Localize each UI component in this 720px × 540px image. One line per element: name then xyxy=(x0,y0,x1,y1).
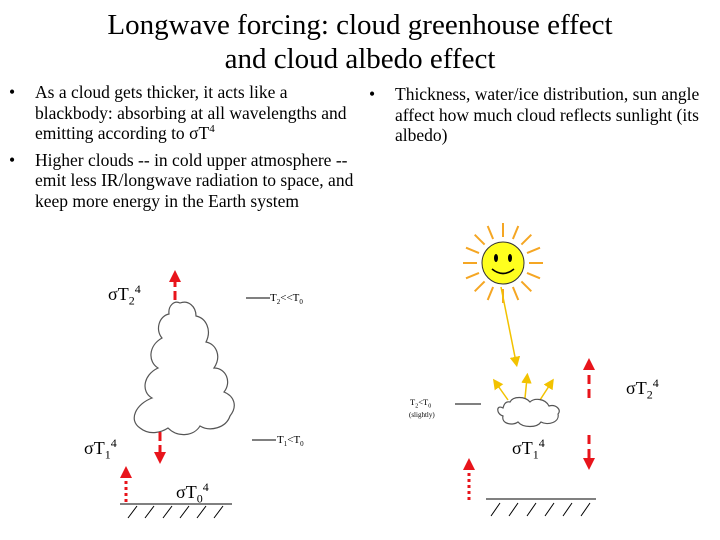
subscript: 1 xyxy=(104,447,111,462)
sun-ray xyxy=(527,248,540,253)
left-top-emission-label xyxy=(108,282,141,308)
exponent: 4 xyxy=(134,282,141,296)
temperature-symbol: T xyxy=(277,434,284,446)
sun-ray xyxy=(466,273,479,278)
right-top-emission-label xyxy=(626,376,659,402)
bullet-text: Higher clouds -- in cold upper atmosphere -- emit less IR/longwave radiation to space, and keep more energy in the Earth system xyxy=(35,149,354,211)
subscript: 0 xyxy=(300,440,304,449)
sun-ray xyxy=(513,287,518,300)
sigma-symbol: σ xyxy=(512,438,522,458)
left-ground xyxy=(120,504,232,518)
tall-cloud xyxy=(134,302,234,434)
sun-ray xyxy=(466,248,479,253)
sigma-symbol: σ xyxy=(189,123,199,143)
subscript: 2 xyxy=(646,387,653,402)
temperature-symbol: T xyxy=(521,438,533,458)
exponent: 4 xyxy=(110,436,117,450)
temperature-symbol: T xyxy=(635,378,647,398)
comparison: <T xyxy=(418,397,429,407)
subscript: 0 xyxy=(428,403,432,410)
sigma-symbol: σ xyxy=(84,438,94,458)
sun-right-eye xyxy=(508,254,512,262)
reflected-ray-left xyxy=(496,383,508,400)
bullet-marker: • xyxy=(369,84,376,104)
reflected-ray-center xyxy=(525,378,527,398)
sun-ray xyxy=(513,226,518,239)
small-cloud xyxy=(498,398,560,427)
right-mid-emission-label xyxy=(512,436,545,462)
exponent: 4 xyxy=(652,376,659,390)
sun-ray xyxy=(475,281,485,291)
subscript: 2 xyxy=(276,298,281,307)
sun-ray xyxy=(488,226,493,239)
subscript: 2 xyxy=(415,403,419,410)
bullet-marker: • xyxy=(9,82,16,102)
temperature-symbol: T xyxy=(93,438,105,458)
sigma-symbol: σ xyxy=(108,284,118,304)
sun-ray xyxy=(488,287,493,300)
left-mid-emission-label xyxy=(84,436,117,462)
reflected-ray-right xyxy=(540,383,551,400)
left-bottom-temperature-label xyxy=(277,434,304,449)
sunlight-ray xyxy=(501,287,516,362)
sun-ray xyxy=(521,235,531,245)
comparison: <T xyxy=(287,434,301,446)
bullet-text: As a cloud gets thicker, it acts like a blackbody: absorbing at all wavelengths and emitting according to xyxy=(35,82,347,143)
sigma-symbol: σ xyxy=(176,482,186,502)
subscript: 0 xyxy=(299,298,303,307)
exponent: 4 xyxy=(202,480,209,494)
subscript: 0 xyxy=(196,491,203,506)
sun-face xyxy=(482,242,524,284)
left-top-temperature-label xyxy=(270,292,303,307)
right-ground xyxy=(486,499,596,516)
subscript: 1 xyxy=(532,447,539,462)
sun-ray xyxy=(527,273,540,278)
left-ground-emission-label xyxy=(176,480,209,506)
temperature-symbol: T xyxy=(185,482,197,502)
cloud-temperature-note: (slightly) xyxy=(409,411,435,419)
comparison: <<T xyxy=(280,292,300,304)
temperature-symbol: T xyxy=(410,397,416,407)
bullet-marker: • xyxy=(9,149,16,170)
subscript: 1 xyxy=(283,440,288,449)
sun-ray xyxy=(475,235,485,245)
sun-left-eye xyxy=(494,254,498,262)
sigma-symbol: σ xyxy=(626,378,636,398)
cloud-temperature-label xyxy=(410,397,432,410)
title-line-1: Longwave forcing: cloud greenhouse effect xyxy=(107,9,613,41)
temperature-symbol: T xyxy=(270,292,277,304)
bullet-text: Thickness, water/ice distribution, sun angle affect how much cloud reflects sunlight (its albedo) xyxy=(395,84,700,145)
exponent: 4 xyxy=(209,123,215,136)
temperature-symbol: T xyxy=(117,284,129,304)
subscript: 2 xyxy=(128,293,135,308)
sun-ray xyxy=(521,281,531,291)
temperature-symbol: T xyxy=(198,123,210,143)
title-line-2: and cloud albedo effect xyxy=(224,43,496,75)
exponent: 4 xyxy=(538,436,545,450)
sun xyxy=(463,223,543,303)
